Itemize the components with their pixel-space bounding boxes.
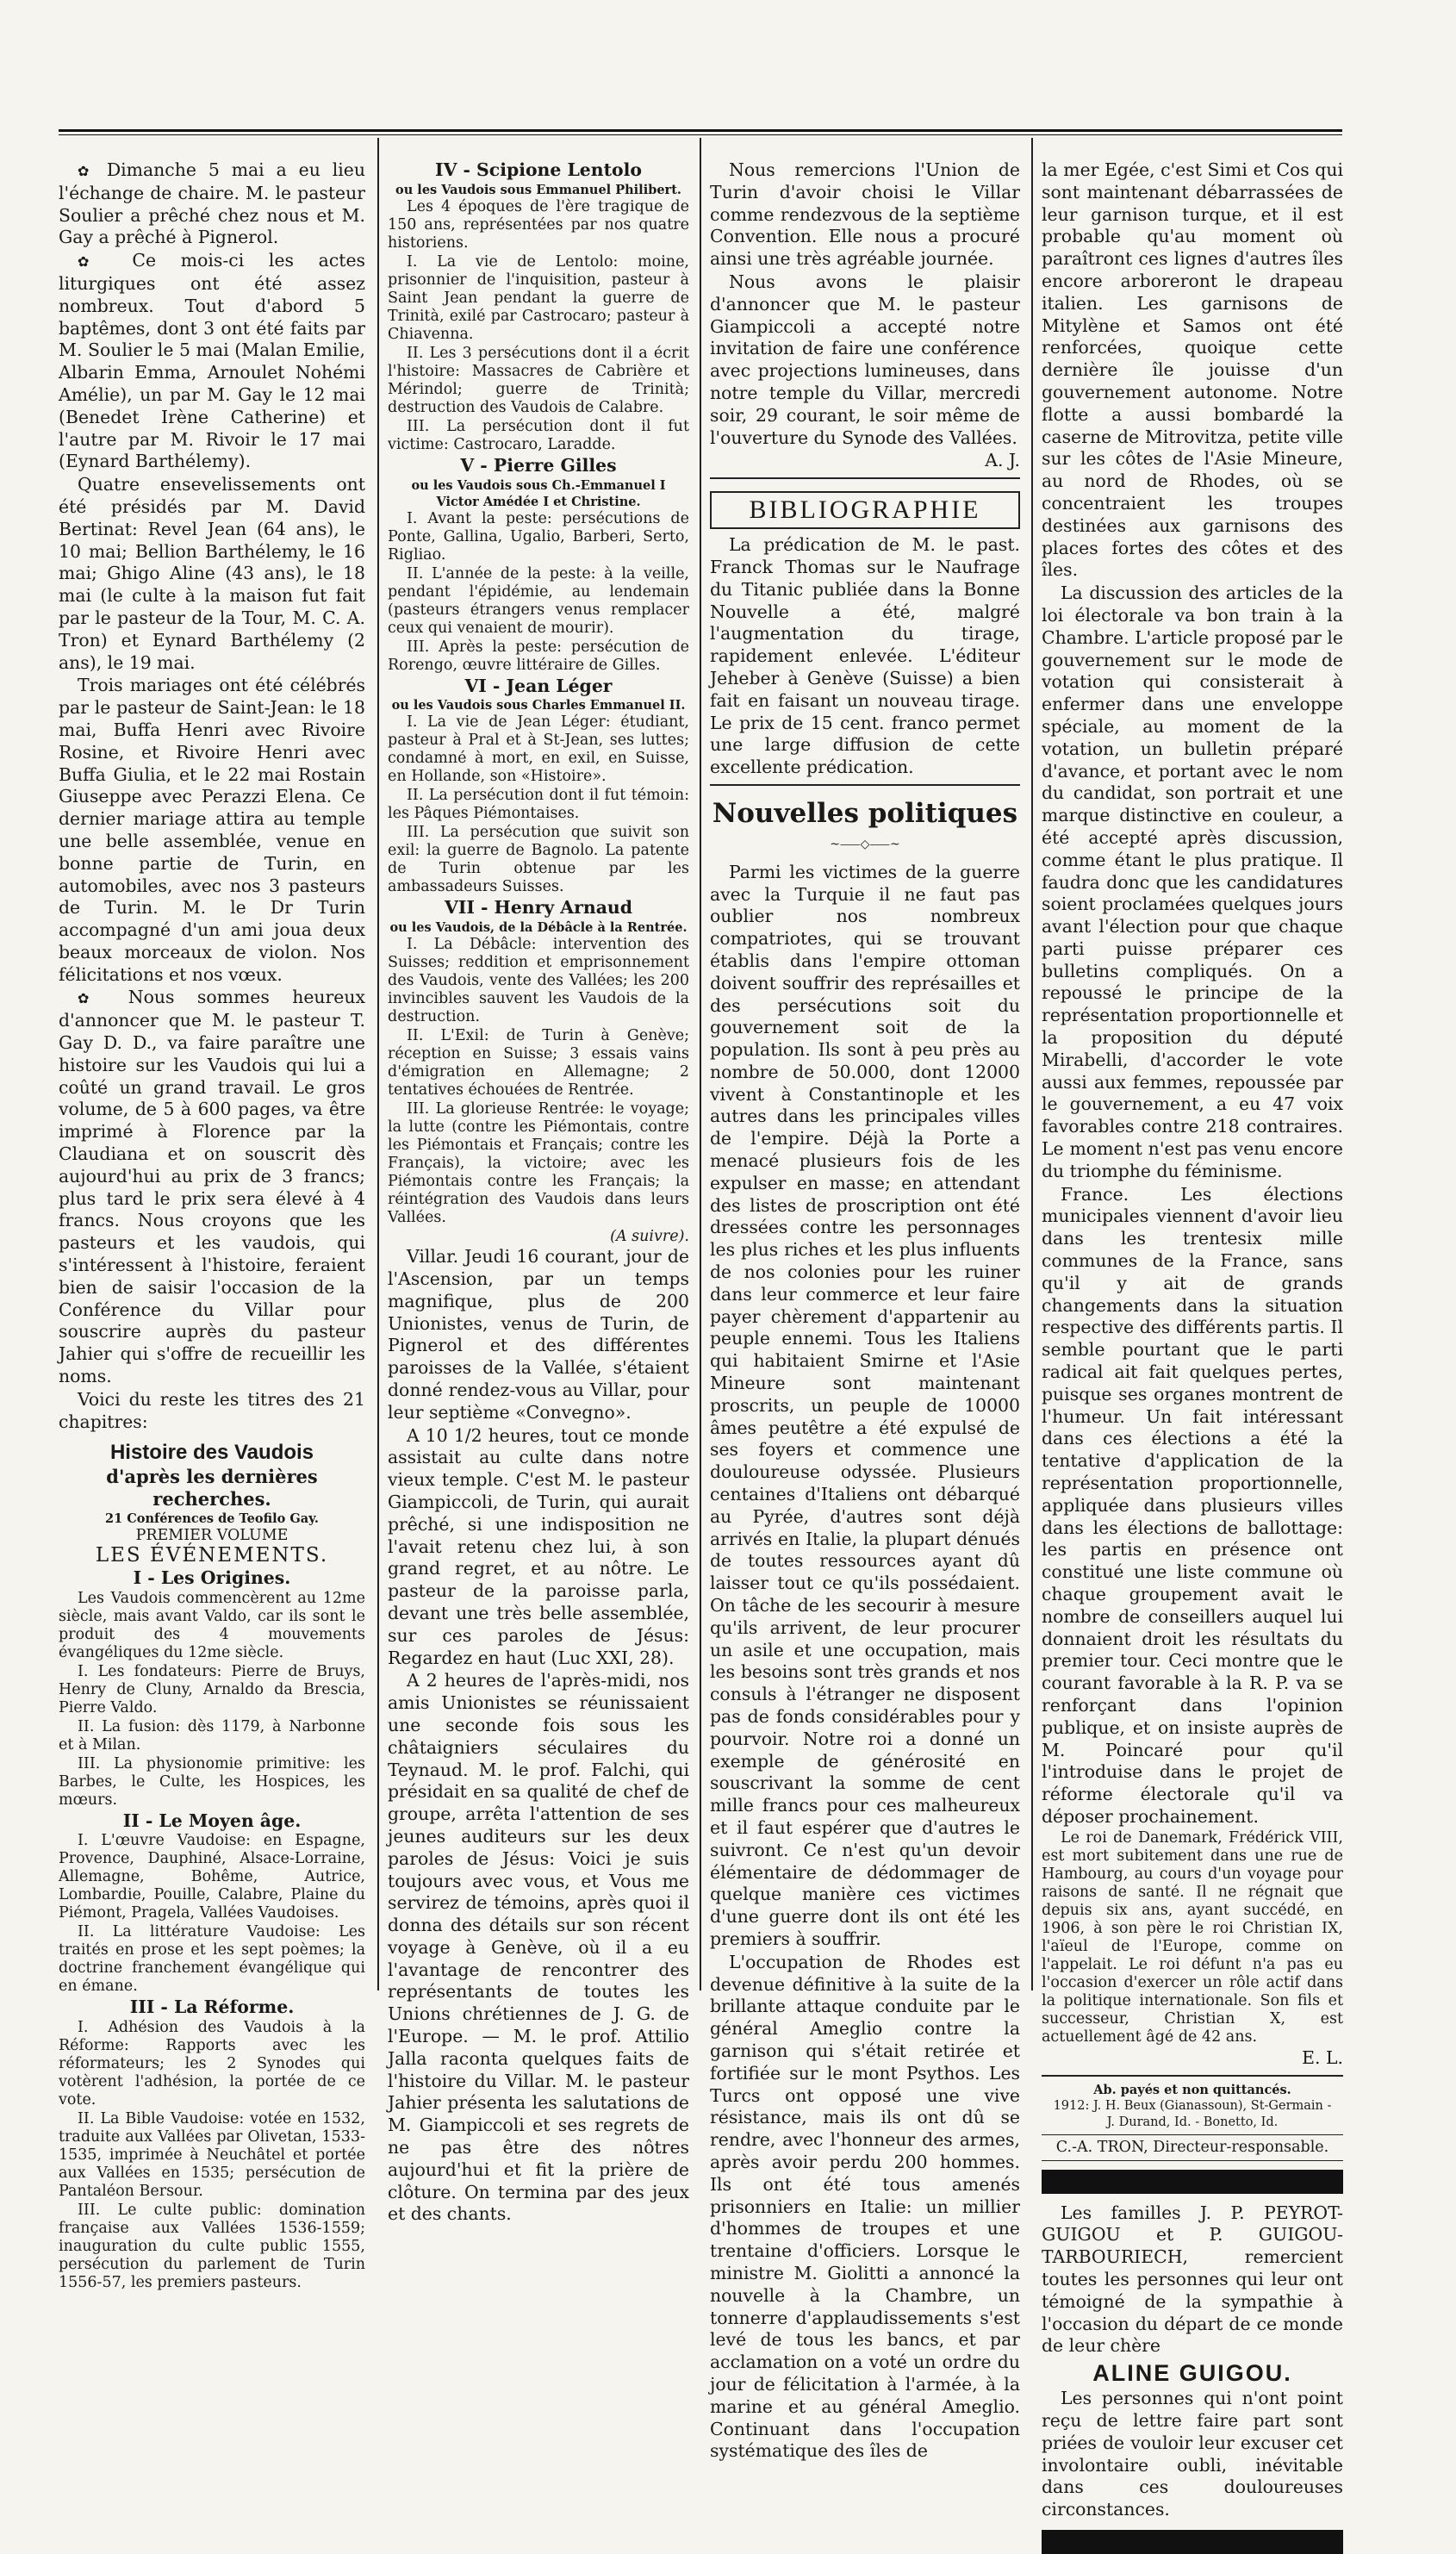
signature: E. L. [1302, 2046, 1343, 2068]
paragraph: Le roi de Danemark, Frédérick VIII, est mort subitement dans une rue de Hambourg, au cours d'un voyage pour raisons de santé. Il ne régnait que depuis six ans, ayant succédé, en 1906, à son père le roi Christian IX, l'aïeul de l'Europe, comme on l'appelait. Le roi défunt n'a pas eu l'occasion d'exercer un rôle actif dans la politique internationale. Son fils et successeur, Christian X, est actuellement âgé de 42 ans. [1042, 1828, 1343, 2046]
column-4 [1042, 159, 1343, 2520]
chapter-title: IV - Scipione Lentolo [435, 159, 642, 180]
column-1 [59, 159, 365, 2292]
column-2 [388, 159, 689, 2225]
book-author: 21 Conférences de Teofilo Gay. [105, 1511, 319, 1527]
chapter-title: I - Les Origines. [133, 1567, 291, 1588]
column-3 [710, 159, 1020, 2462]
director-line: C.-A. TRON, Directeur-responsable. [1055, 2138, 1329, 2156]
chapter-item: III. La physionomie primitive: les Barbes, le Culte, les Hospices, les mœurs. [59, 1754, 365, 1809]
paragraph: Voici du reste les titres des 21 chapitres: [59, 1388, 365, 1432]
deceased-name: ALINE GUIGOU. [1092, 2360, 1292, 2387]
top-rule [59, 129, 1342, 132]
politics-heading: Nouvelles politiques [712, 797, 1018, 829]
section-rule [1042, 2134, 1343, 2135]
paragraph: Trois mariages ont été célébrés par le pasteur de Saint-Jean: le 18 mai, Buffa Henri avec Rivoire Rosine, et Rivoire Henri avec Buffa Giulia, et le 22 mai Rostain Giuseppe avec Perazzi Elena. Ce dernier mariage attira au temple une belle assemblée, venue en bonne partie de Turin, en automobiles, avec nos 3 pasteurs de Turin. M. le Dr Turin accompagné d'un ami joua deux beaux morceaux de violon. Nos félicitations et nos vœux. [59, 675, 365, 985]
paragraph: A 10 1/2 heures, tout ce monde assistait au culte dans notre vieux temple. C'est M. le pasteur Giampiccoli, de Turin, qui aurait prêché, si une indisposition ne l'avait retenu chez lui, à son grand regret, et au nôtre. Le pasteur de la paroisse parla, devant une très belle assemblée, sur ces paroles de Jésus: Regardez en haut (Luc XXI, 28). [388, 1424, 689, 1668]
paragraph: Nous avons le plaisir d'annoncer que M. le pasteur Giampiccoli a accepté notre invitation de faire une conférence avec projections lumineuses, dans notre temple du Villar, mercredi soir, 29 courant, le soir même de l'ouverture du Synode des Vallées. [710, 271, 1020, 448]
paragraph: Quatre ensevelissements ont été présidés par M. David Bertinat: Revel Jean (64 ans), le 10 mai; Bellion Barthélemy, le 16 mai; Ghigo Aline (43 ans), le 18 mai (le culte à la maison fut fait par le pasteur de la Tour, M. C. A. Tron) et Eynard Barthélemy (2 ans), le 19 mai. [59, 474, 365, 673]
subscriptions-line: J. Durand, Id. - Bonetto, Id. [1106, 2115, 1279, 2129]
paragraph: France. Les élections municipales viennent d'avoir lieu dans les trentesix mille communes de la France, sans qu'il y ait de grands changements dans la situation respective des différents partis. Il semble pourtant que le parti radical ait fait quelques pertes, puisque ses organes montrent de l'humeur. Un fait intéressant dans ces élections a été la tentative d'application de la représentation proportionnelle, appliquée dans plusieurs villes dans les élections de ballottage: les partis en présence ont constitué une liste commune où chaque groupement avait le nombre de conseillers auquel lui donnaient droit les résultats du premier tour. Ceci montre que le courant favorable à la R. P. va se renforçant dans l'opinion publique, et on insiste auprès de M. Poincaré pour qu'il l'introduise dans le projet de réforme électorale qu'il va déposer prochainement. [1042, 1183, 1343, 1827]
paragraph: La discussion des articles de la loi électorale va bon train à la Chambre. L'article proposé par le gouvernement sur le mode de votation qui consisterait à enfermer dans une enveloppe spéciale, au moment de la votation, un bulletin préparé d'avance, et portant avec le nom du candidat, son portrait et une marque distinctive en couleur, a été accepté après discussion, comme étant le plus pratique. Il faudra donc que les candidatures soient proclamées quelques jours avant l'élection pour que chaque parti puisse préparer ces bulletins compliqués. On a repoussé le principe de la représentation proportionnelle et la proposition du député Mirabelli, d'accorder le vote aussi aux femmes, repoussée par le gouvernement, a eu 47 voix favorables contre 218 contraires. Le moment n'est pas venu encore du triomphe du féminisme. [1042, 582, 1343, 1181]
chapter-item: I. L'œuvre Vaudoise: en Espagne, Provence, Dauphiné, Alsace-Lorraine, Allemagne, Bohême, Autrice, Lombardie, Pouille, Calabre, Plaine du Piémont, Pragela, Vallées Vaudoises. [59, 1832, 365, 1922]
chapter-item: II. La littérature Vaudoise: Les traités en prose et les sept poèmes; la doctrine franchement évangélique qui en émane. [59, 1923, 365, 1996]
chapter-title: II - Le Moyen âge. [122, 1810, 302, 1831]
chapter-title: III - La Réforme. [129, 1996, 295, 2018]
paragraph: L'occupation de Rhodes est devenue définitive à la suite de la brillante attaque conduite par le général Ameglio contre la garnison qui s'était retirée et fortifiée sur le mont Psythos. Les Turcs ont opposé une vive résistance, mais ils ont dû se rendre, avec l'honneur des armes, après avoir perdu 200 hommes. Ils ont été tous amenés prisonniers en Italie: un millier d'hommes de troupes et une trentaine d'officiers. Lorsque le ministre M. Giolitti a annoncé la nouvelle à la Chambre, un tonnerre d'applaudissements s'est levé de tous les bancs, et par acclamation on a voté un ordre du jour de félicitation à l'armée, à la marine et au général Ameglio. Continuant dans l'occupation systématique des îles de [710, 1951, 1020, 2462]
paragraph: ✿ Dimanche 5 mai a eu lieu l'échange de chaire. M. le pasteur Soulier a prêché chez nous et M. Gay a prêché à Pignerol. [59, 159, 365, 248]
chapter-item: III. La glorieuse Rentrée: le voyage; la lutte (contre les Piémontais, contre les Piémontais et Français; contre les Français), la victoire; avec les Piémontais contre les Français; la réintégration des Vaudois dans leurs Vallées. [388, 1100, 689, 1227]
chapter-item: III. Après la peste: persécution de Rorengo, œuvre littéraire de Gilles. [388, 638, 689, 674]
chapter-title: VI - Jean Léger [464, 675, 613, 696]
paragraph: A 2 heures de l'après-midi, nos amis Unionistes se réunissaient une seconde fois sous les châtaigniers séculaires du Teynaud. M. le prof. Falchi, qui présidait en sa qualité de chef de groupe, arrêta l'attention de ses jeunes auditeurs sur les deux paroles de Jésus: Voici je suis toujours avec vous, et Vous me servirez de témoins, après quoi il donna des détails sur son récent voyage à Genève, où il a eu l'avantage de rencontrer des représentants de toutes les Unions chrétiennes de J. G. de l'Europe. — M. le prof. Attilio Jalla raconta quelques faits de l'histoire du Villar. M. le pasteur Jahier présenta les salutations de M. Giampiccoli et ses regrets de ne pas être des nôtres aujourd'hui et fit la prière de clôture. On termina par des jeux et des chants. [388, 1670, 689, 2225]
black-bar [1042, 2170, 1343, 2194]
column-divider-2 [700, 138, 701, 1990]
to-be-continued: (A suivre). [610, 1228, 689, 1246]
paragraph: ✿ Ce mois-ci les actes liturgiques ont été assez nombreux. Tout d'abord 5 baptêmes, dont 3 ont été faits par M. Soulier le 5 mai (Malan Emilie, Albarin Emma, Arnoulet Nohémi Amélie), un par M. Gay le 12 mai (Benedet Irène Catherine) et l'autre par M. Rivoir le 17 mai (Eynard Barthélemy). [59, 250, 365, 472]
book-title: Histoire des Vaudois [109, 1441, 314, 1465]
chapter-title: V - Pierre Gilles [460, 454, 617, 476]
chapter-item: II. La fusion: dès 1179, à Narbonne et à Milan. [59, 1717, 365, 1754]
chapter-title: VII - Henry Arnaud [445, 897, 632, 919]
subscriptions-title: Ab. payés et non quittancés. [1093, 2082, 1291, 2097]
chapter-subtitle: ou les Vaudois sous Emmanuel Philibert. [395, 182, 681, 197]
chapter-item: II. L'année de la peste: à la veille, pendant l'épidémie, au lendemain (pasteurs étrangers venus remplacer ceux qui venaient de mourir). [388, 564, 689, 637]
paragraph: Les familles J. P. PEYROT-GUIGOU et P. GUIGOU-TARBOURIECH, remercient toutes les personnes qui leur ont témoigné de la sympathie à l'occasion du départ de ce monde de leur chère [1042, 2202, 1343, 2357]
events-heading: LES ÉVÉNEMENTS. [95, 1544, 329, 1567]
chapter-item: III. La persécution dont il fut victime: Castrocaro, Laradde. [388, 417, 689, 453]
bibliographie-heading: BIBLIOGRAPHIE [710, 491, 1020, 529]
chapter-item: I. Les fondateurs: Pierre de Bruys, Henry de Cluny, Arnaldo da Brescia, Pierre Valdo. [59, 1662, 365, 1716]
paragraph: Les personnes qui n'ont point reçu de lettre faire part sont priées de vouloir leur excuser cet involontaire oubli, inévitable dans ces douloureuses circonstances. [1042, 2388, 1343, 2520]
chapter-item: III. Le culte public: domination française aux Vallées 1536-1559; inauguration du culte public 1555, persécution du parlement de Turin 1556-57, les premiers pasteurs. [59, 2202, 365, 2292]
chapter-subtitle: Victor Amédée I et Christine. [436, 494, 641, 509]
chapter-item: III. La persécution que suivit son exil: la guerre de Bagnolo. La patente de Turin obtenue par les ambassadeurs Suisses. [388, 824, 689, 896]
column-divider-3 [1031, 138, 1033, 1990]
signature: A. J. [985, 450, 1020, 471]
paragraph: Villar. Jeudi 16 courant, jour de l'Ascension, par un temps magnifique, plus de 200 Unionistes, venus de Turin, de Pignerol et des différentes paroisses de la Vallée, s'étaient donné rendez-vous au Villar, pour leur septième «Convegno». [388, 1246, 689, 1423]
chapter-intro: Les Vaudois commencèrent au 12me siècle, mais avant Valdo, car ils sont le produit des 4 mouvements évangéliques du 12me siècle. [59, 1589, 365, 1661]
chapter-subtitle: ou les Vaudois sous Ch.-Emmanuel I [411, 477, 666, 493]
chapter-item: I. La vie de Jean Léger: étudiant, pasteur à Pral et à St-Jean, ses luttes; condamné à mort, en exil, en Suisse, en Hollande, son «Histoire». [388, 713, 689, 786]
section-rule [710, 784, 1020, 786]
paragraph: La prédication de M. le past. Franck Thomas sur le Naufrage du Titanic publiée dans la Bonne Nouvelle a été, malgré l'augmentation du tirage, rapidement enlevée. L'éditeur Jeheber à Genève (Suisse) a bien fait en faisant un nouveau tirage. Le prix de 15 cent. franco permet une large diffusion de cette excellente prédication. [710, 534, 1020, 778]
chapter-subtitle: ou les Vaudois sous Charles Emmanuel II. [391, 698, 686, 713]
chapter-item: II. L'Exil: de Turin à Genève; réception en Suisse; 3 essais vains d'émigration en Allemagne; 2 tentatives échouées de Rentrée. [388, 1027, 689, 1099]
paragraph: Parmi les victimes de la guerre avec la Turquie il ne faut pas oublier nos nombreux compatriotes, qui se trouvant établis dans l'empire ottoman doivent souffrir des représailles et des persécutions soit du gouvernement soit de la population. Ils sont à peu près au nombre de 50.000, dont 12000 vivent à Constantinople et les autres dans les principales villes de l'empire. Déjà la Porte a menacé plusieurs fois de les expulser en masse; en attendant des listes de proscription ont été dressées contre les personnages les plus riches et les plus influents de nos colonies pour les ruiner dans leur commerce et leur faire payer chèrement d'appartenir au peuple ennemi. Tous les Italiens qui habitaient Smirne et l'Asie Mineure sont maintenant proscrits, un peuple de 10000 âmes peutêtre a été expulsé de ses foyers et commence une douloureuse odyssée. Plusieurs centaines d'Italiens ont débarqué au Pyrée, d'autres sont déjà arrivés en Italie, la plupart dénués de toutes ressources ayant dû laisser tout ce qu'ils possédaient. On tâche de les secourir à mesure qu'ils arrivent, de leur procurer un asile et une occupation, mais les besoins sont très grands et nos consuls à l'étranger ne disposent pas de fonds considérables pour y pourvoir. Notre roi a donné un exemple de générosité en souscrivant la somme de cent mille francs pour ces malheureux et il faut espérer que d'autres le suivront. Ce n'est qu'un devoir élémentaire de dédommager de quelque manière ces victimes d'une guerre dont ils ont été les premiers à souffrir. [710, 861, 1020, 1949]
volume-label: PREMIER VOLUME [135, 1527, 289, 1545]
chapter-item: I. Avant la peste: persécutions de Ponte, Gallina, Ugalio, Barberi, Serto, Rigliao. [388, 509, 689, 564]
black-bar [1042, 2530, 1343, 2554]
chapter-item: II. La persécution dont il fut témoin: les Pâques Piémontaises. [388, 787, 689, 823]
chapter-intro: Les 4 époques de l'ère tragique de 150 ans, représentées par nos quatre historiens. [388, 197, 689, 252]
paragraph: la mer Egée, c'est Simi et Cos qui sont maintenant débarrassées de leur garnison turque, et il est probable qu'au moment où paraîtront ces lignes d'autres îles encore arboreront le drapeau italien. Les garnisons de Mitylène et Samos ont été renforcées, quoique cette dernière île jouisse d'un gouvernement autonome. Notre flotte a aussi bombardé la caserne de Mitrovitza, petite ville sur les côtes de l'Asie Mineure, au nord de Rhodes, où se concentraient les troupes destinées aux garnisons des places fortes des côtes et des îles. [1042, 159, 1343, 581]
chapter-item: II. Les 3 persécutions dont il a écrit l'histoire: Massacres de Cabrière et Mérindol; guerre de Trinità; destruction des Vaudois de Calabre. [388, 344, 689, 416]
section-rule [710, 477, 1020, 479]
chapter-item: I. La Débâcle: intervention des Suisses; reddition et emprisonnement des Vaudois, vente des Vallées; les 200 invincibles sauvent les Vaudois de la destruction. [388, 936, 689, 1026]
subscriptions-line: 1912: J. H. Beux (Gianassoun), St-Germain - [1053, 2098, 1332, 2113]
chapter-subtitle: ou les Vaudois, de la Débâcle à la Rentrée. [389, 920, 688, 936]
paragraph: Nous remercions l'Union de Turin d'avoir choisi le Villar comme rendezvous de la septième Convention. Elle nous a procuré ainsi une très agréable journée. [710, 159, 1020, 270]
book-subtitle: d'après les dernières recherches. [106, 1466, 318, 1511]
column-divider-1 [377, 138, 379, 1990]
section-rule [1042, 2075, 1343, 2077]
paragraph: ✿ Nous sommes heureux d'annoncer que M. le pasteur T. Gay D. D., va faire paraître une histoire sur les Vaudois qui lui a coûté un grand travail. Le gros volume, de 5 à 600 pages, va être imprimé à Florence par la Claudiana et on souscrit dès aujourd'hui au prix de 3 francs; plus tard le prix sera élevé à 4 francs. Nous croyons que les pasteurs et les vaudois, qui s'intéressent à l'histoire, feraient bien de saisir l'occasion de la Conférence du Villar pour souscrire auprès du pasteur Jahier qui s'offre de recueillir les noms. [59, 987, 365, 1387]
chapter-item: II. La Bible Vaudoise: votée en 1532, traduite aux Vallées par Olivetan, 1533-1535, imprimée à Neuchâtel et portée aux Vallées en 1535; persécution de Pantaléon Bersour. [59, 2110, 365, 2201]
chapter-item: I. La vie de Lentolo: moine, prisonnier de l'inquisition, pasteur à Saint Jean pendant la guerre de Trinità, exilé par Castrocaro; pasteur à Chiavenna. [388, 252, 689, 343]
top-rule-thin [59, 134, 1342, 135]
section-rule [1042, 2160, 1343, 2161]
chapter-item: I. Adhésion des Vaudois à la Réforme: Rapports avec les réformateurs; les 2 Synodes qui votèrent l'adhésion, la portée de ce vote. [59, 2019, 365, 2109]
ornament-icon: ~⸺◇⸺~ [830, 837, 900, 851]
